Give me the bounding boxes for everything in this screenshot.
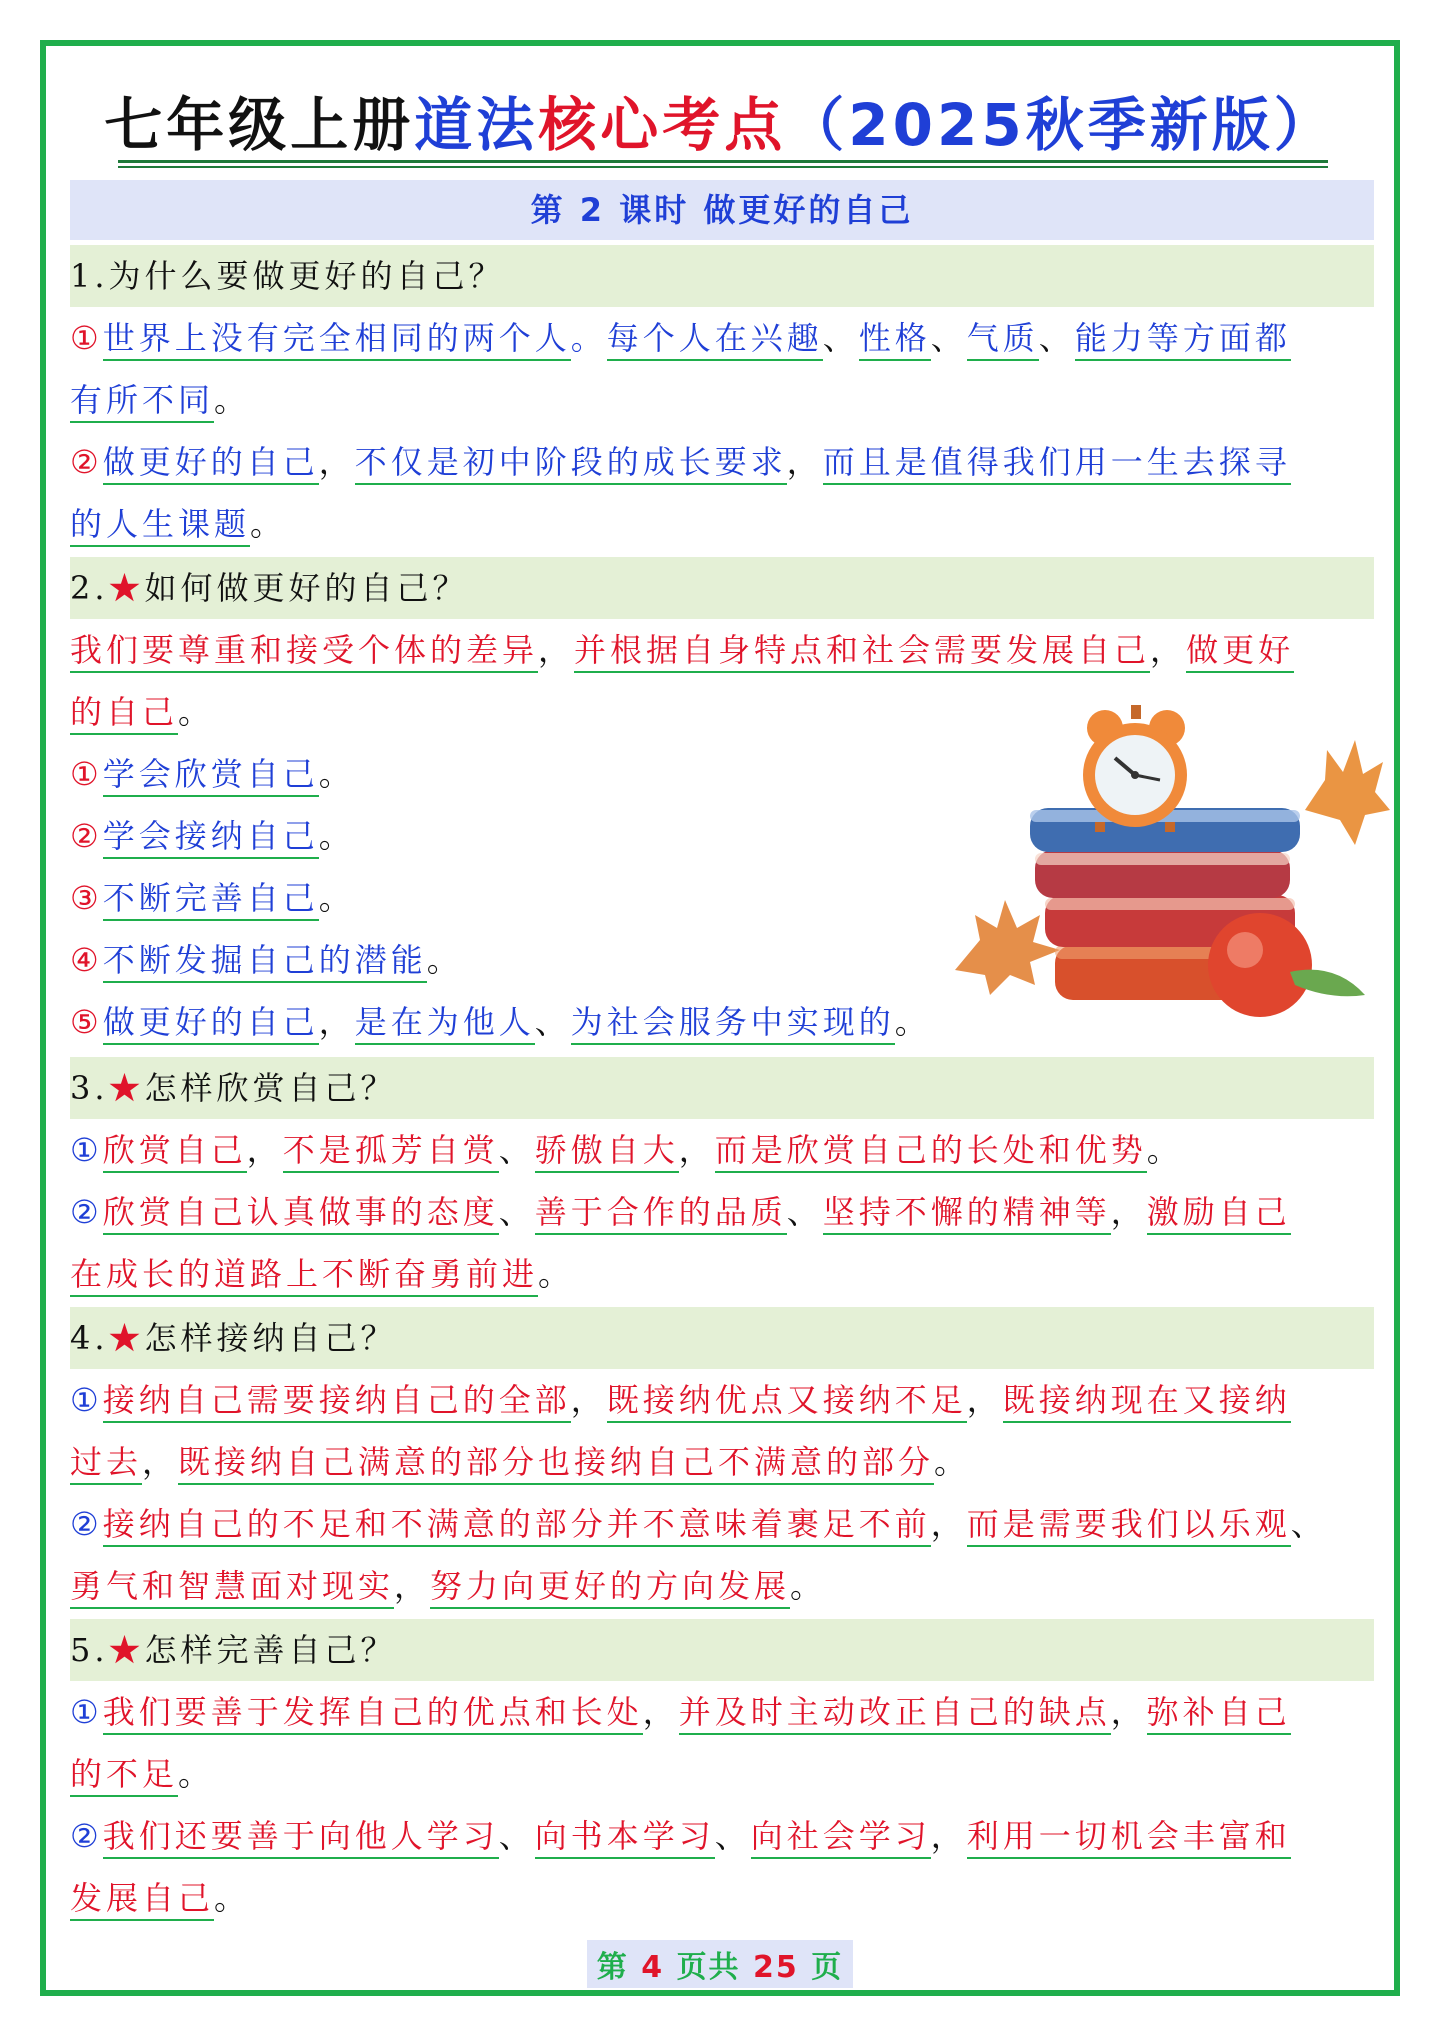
apple-icon xyxy=(1208,913,1365,1017)
q1-line-2: 有所不同。 xyxy=(70,369,1380,431)
title-edition: （2025秋季新版） xyxy=(786,91,1336,159)
q2-item-4: ④不断发掘自己的潜能。 xyxy=(70,929,1380,991)
maple-leaf-icon xyxy=(1305,740,1390,845)
q2-line-2: 的自己。 xyxy=(70,681,1380,743)
question-2: 2.★如何做更好的自己？ xyxy=(70,557,1374,619)
page-indicator: 第 4 页共 25 页 xyxy=(0,1940,1440,1988)
question-3: 3.★怎样欣赏自己？ xyxy=(70,1057,1374,1119)
clock-books-illustration xyxy=(935,700,1395,1060)
title-rule-top xyxy=(118,160,1328,163)
q5-line-3: ②我们还要善于向他人学习、向书本学习、向社会学习，利用一切机会丰富和 xyxy=(70,1805,1380,1867)
q2-item-3: ③不断完善自己。 xyxy=(70,867,1380,929)
title-subject: 道法 xyxy=(414,91,539,159)
star-icon: ★ xyxy=(108,569,145,607)
title-rule-bottom xyxy=(118,166,1328,168)
question-5: 5.★怎样完善自己？ xyxy=(70,1619,1374,1681)
title-core: 核心考点 xyxy=(538,91,787,159)
q5-line-2: 的不足。 xyxy=(70,1743,1380,1805)
q2-item-5: ⑤做更好的自己，是在为他人、为社会服务中实现的。 xyxy=(70,991,1380,1053)
q4-line-1: ①接纳自己需要接纳自己的全部，既接纳优点又接纳不足，既接纳现在又接纳 xyxy=(70,1369,1380,1431)
q3-line-1: ①欣赏自己，不是孤芳自赏、骄傲自大，而是欣赏自己的长处和优势。 xyxy=(70,1119,1380,1181)
q1-line-3: ②做更好的自己，不仅是初中阶段的成长要求，而且是值得我们用一生去探寻 xyxy=(70,431,1380,493)
q2-item-2: ②学会接纳自己。 xyxy=(70,805,1380,867)
q4-line-4: 勇气和智慧面对现实，努力向更好的方向发展。 xyxy=(70,1555,1380,1617)
q3-line-2: ②欣赏自己认真做事的态度、善于合作的品质、坚持不懈的精神等，激励自己 xyxy=(70,1181,1380,1243)
star-icon: ★ xyxy=(108,1319,145,1357)
q1-line-4: 的人生课题。 xyxy=(70,493,1380,555)
q3-line-3: 在成长的道路上不断奋勇前进。 xyxy=(70,1243,1380,1305)
title-grade: 七年级上册 xyxy=(104,91,415,159)
q4-line-3: ②接纳自己的不足和不满意的部分并不意味着裹足不前，而是需要我们以乐观、 xyxy=(70,1493,1380,1555)
q1-line-1: ①世界上没有完全相同的两个人。每个人在兴趣、性格、气质、能力等方面都 xyxy=(70,307,1380,369)
q5-line-1: ①我们要善于发挥自己的优点和长处，并及时主动改正自己的缺点，弥补自己 xyxy=(70,1681,1380,1743)
star-icon: ★ xyxy=(108,1069,145,1107)
star-icon: ★ xyxy=(108,1631,145,1669)
question-4: 4.★怎样接纳自己？ xyxy=(70,1307,1374,1369)
question-1: 1.为什么要做更好的自己？ xyxy=(70,245,1374,307)
current-page: 4 xyxy=(641,1950,665,1985)
q5-line-4: 发展自己。 xyxy=(70,1867,1380,1929)
q2-line-1: 我们要尊重和接受个体的差异，并根据自身特点和社会需要发展自己，做更好 xyxy=(70,619,1380,681)
q4-line-2: 过去，既接纳自己满意的部分也接纳自己不满意的部分。 xyxy=(70,1431,1380,1493)
maple-leaf-icon xyxy=(955,900,1060,995)
lesson-heading: 第 2 课时 做更好的自己 xyxy=(70,180,1374,240)
page-title xyxy=(0,80,1440,170)
q2-item-1: ①学会欣赏自己。 xyxy=(70,743,1380,805)
total-pages: 25 xyxy=(753,1950,799,1985)
